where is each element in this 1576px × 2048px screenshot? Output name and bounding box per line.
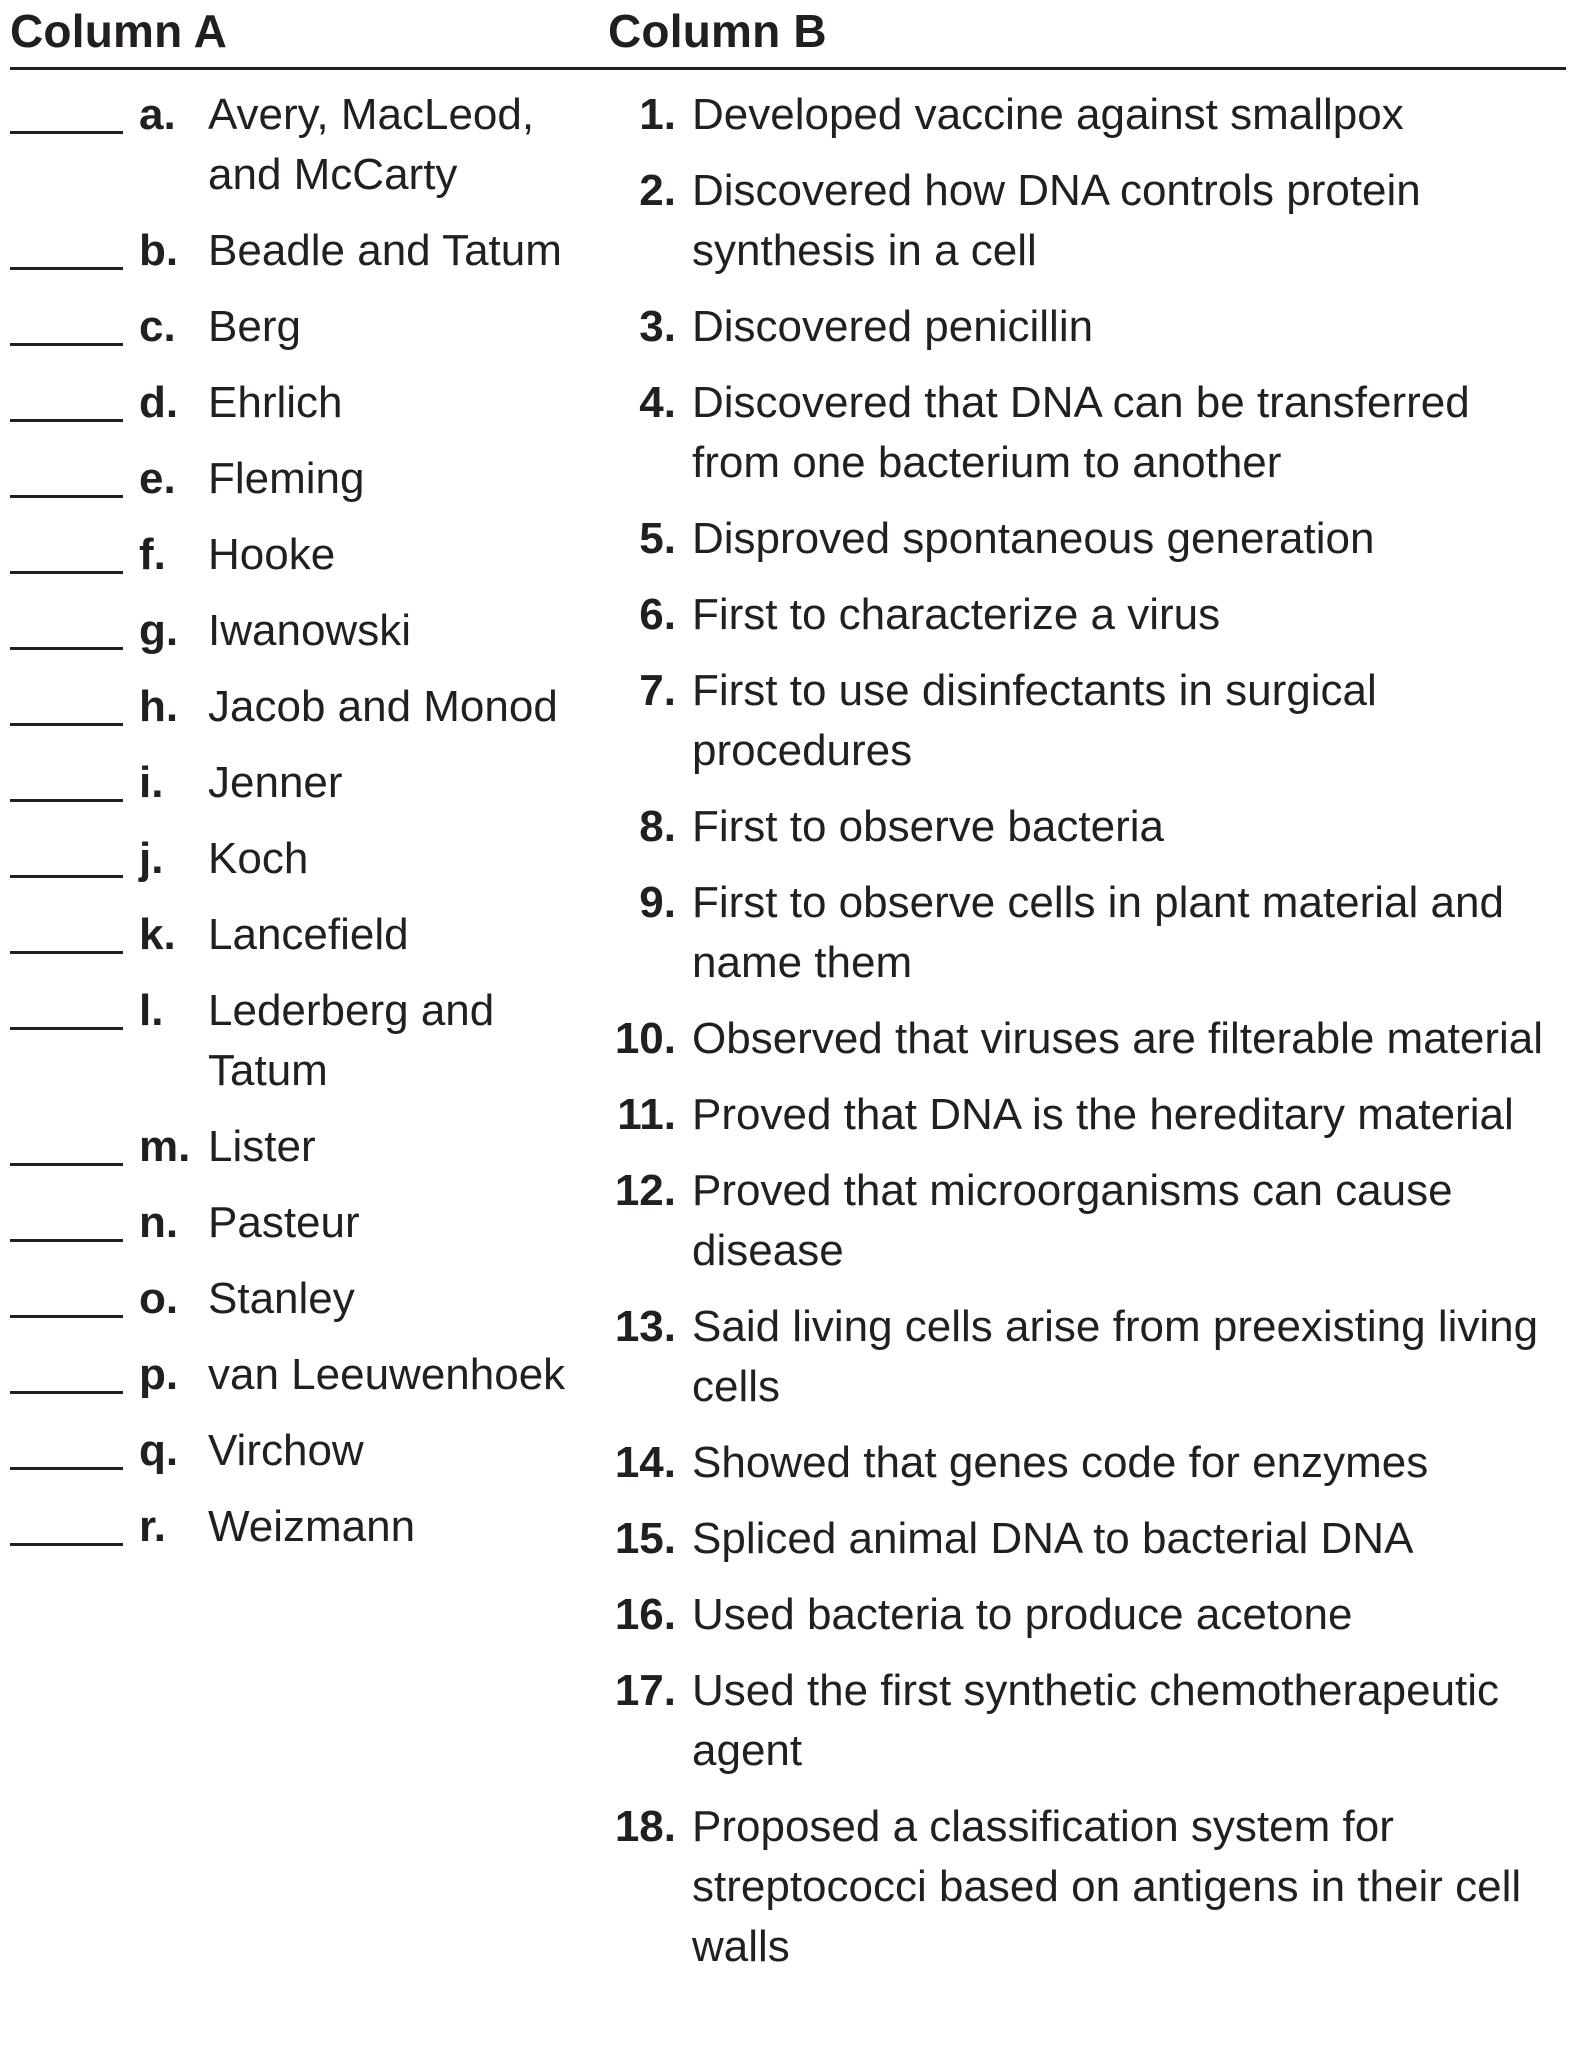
answer-blank[interactable] (10, 1269, 123, 1318)
scientist-name: van Leeuwenhoek (208, 1350, 566, 1399)
column-b-item (608, 1085, 1568, 1145)
item-number: 17. (614, 1666, 676, 1715)
item-letter: j. (139, 834, 164, 883)
item-letter: d. (139, 378, 179, 427)
column-b-item (608, 1797, 1568, 1977)
column-b-item (608, 509, 1568, 569)
answer-blank[interactable] (10, 373, 123, 422)
item-letter: m. (139, 1122, 191, 1171)
scientist-name: Ehrlich (208, 378, 343, 427)
answer-blank[interactable] (10, 829, 123, 878)
column-b-item (608, 1297, 1568, 1417)
item-number: 15. (614, 1514, 676, 1563)
answer-blank[interactable] (10, 1117, 123, 1166)
scientist-name: Lederberg and Tatum (208, 986, 495, 1095)
answer-blank[interactable] (10, 85, 123, 134)
column-b-item (608, 585, 1568, 645)
column-b-item (608, 161, 1568, 281)
answer-blank[interactable] (10, 753, 123, 802)
item-letter: b. (139, 226, 179, 275)
column-b-item (608, 1433, 1568, 1493)
item-description: First to observe bacteria (692, 802, 1164, 851)
column-b-item (608, 85, 1568, 145)
column-b-item (608, 873, 1568, 993)
item-description: Spliced animal DNA to bacterial DNA (692, 1514, 1414, 1563)
item-number: 13. (614, 1302, 676, 1351)
scientist-name: Stanley (208, 1274, 355, 1323)
column-a-item (10, 753, 570, 813)
item-description: Used the first synthetic chemotherapeutic agent (692, 1666, 1500, 1775)
answer-blank[interactable] (10, 1421, 123, 1470)
column-a-item (10, 297, 570, 357)
item-number: 11. (617, 1090, 676, 1139)
item-number: 14. (614, 1438, 676, 1487)
item-number: 1. (639, 90, 676, 139)
item-number: 4. (639, 378, 676, 427)
scientist-name: Hooke (208, 530, 336, 579)
item-description: Proved that DNA is the hereditary material (692, 1090, 1514, 1139)
column-a-item (10, 1421, 570, 1481)
item-number: 12. (614, 1166, 676, 1215)
scientist-name: Jenner (208, 758, 343, 807)
item-description: Said living cells arise from preexisting living cells (692, 1302, 1539, 1411)
item-letter: a. (139, 90, 176, 139)
column-b-item (608, 1009, 1568, 1069)
item-description: Developed vaccine against smallpox (692, 90, 1404, 139)
answer-blank[interactable] (10, 1345, 123, 1394)
item-letter: r. (139, 1502, 166, 1551)
column-a-item (10, 85, 570, 205)
column-b-list (608, 85, 1568, 1993)
answer-blank[interactable] (10, 221, 123, 270)
column-a-item (10, 1269, 570, 1329)
column-b-item (608, 797, 1568, 857)
column-a-list (10, 85, 570, 1573)
answer-blank[interactable] (10, 905, 123, 954)
item-letter: f. (139, 530, 166, 579)
item-description: Discovered how DNA controls protein synthesis in a cell (692, 166, 1421, 275)
item-description: Showed that genes code for enzymes (692, 1438, 1429, 1487)
column-a-item (10, 1497, 570, 1557)
column-b-item (608, 661, 1568, 781)
column-a-item (10, 981, 570, 1101)
answer-blank[interactable] (10, 1193, 123, 1242)
column-a-item (10, 449, 570, 509)
column-a-item (10, 905, 570, 965)
item-number: 3. (639, 302, 676, 351)
item-number: 10. (614, 1014, 676, 1063)
column-a-item (10, 677, 570, 737)
item-letter: e. (139, 454, 176, 503)
column-a-item (10, 601, 570, 661)
answer-blank[interactable] (10, 601, 123, 650)
item-number: 18. (614, 1802, 676, 1851)
answer-blank[interactable] (10, 677, 123, 726)
item-description: Used bacteria to produce acetone (692, 1590, 1353, 1639)
scientist-name: Virchow (208, 1426, 364, 1475)
item-letter: k. (139, 910, 176, 959)
scientist-name: Fleming (208, 454, 365, 503)
item-number: 2. (639, 166, 676, 215)
item-description: First to use disinfectants in surgical procedures (692, 666, 1377, 775)
item-description: Discovered penicillin (692, 302, 1094, 351)
answer-blank[interactable] (10, 525, 123, 574)
column-b-item (608, 373, 1568, 493)
item-number: 8. (639, 802, 676, 851)
item-letter: n. (139, 1198, 179, 1247)
scientist-name: Jacob and Monod (208, 682, 558, 731)
column-b-item (608, 297, 1568, 357)
column-a-item (10, 525, 570, 585)
column-b-item (608, 1585, 1568, 1645)
scientist-name: Iwanowski (208, 606, 411, 655)
item-letter: o. (139, 1274, 179, 1323)
column-a-item (10, 1193, 570, 1253)
item-letter: g. (139, 606, 179, 655)
column-b-header: Column B (608, 5, 827, 57)
item-description: Disproved spontaneous generation (692, 514, 1375, 563)
scientist-name: Lancefield (208, 910, 409, 959)
scientist-name: Berg (208, 302, 301, 351)
item-number: 16. (614, 1590, 676, 1639)
item-letter: l. (139, 986, 164, 1035)
column-a-item (10, 221, 570, 281)
item-letter: i. (139, 758, 164, 807)
item-letter: h. (139, 682, 179, 731)
scientist-name: Pasteur (208, 1198, 360, 1247)
scientist-name: Beadle and Tatum (208, 226, 562, 275)
column-a-item (10, 1117, 570, 1177)
item-number: 6. (639, 590, 676, 639)
scientist-name: Koch (208, 834, 309, 883)
column-a-item (10, 1345, 570, 1405)
item-description: Discovered that DNA can be transferred from one bacterium to another (692, 378, 1470, 487)
answer-blank[interactable] (10, 449, 123, 498)
scientist-name: Lister (208, 1122, 316, 1171)
item-letter: c. (139, 302, 176, 351)
item-letter: q. (139, 1426, 179, 1475)
header-rule (10, 67, 1566, 70)
answer-blank[interactable] (10, 981, 123, 1030)
item-description: Proved that microorganisms can cause disease (692, 1166, 1453, 1275)
answer-blank[interactable] (10, 1497, 123, 1546)
item-description: Proposed a classification system for streptococci based on antigens in their cell walls (692, 1802, 1522, 1971)
column-a-item (10, 829, 570, 889)
item-letter: p. (139, 1350, 179, 1399)
column-b-item (608, 1161, 1568, 1281)
answer-blank[interactable] (10, 297, 123, 346)
scientist-name: Avery, MacLeod, and McCarty (208, 90, 535, 199)
item-description: First to observe cells in plant material and name them (692, 878, 1504, 987)
item-description: First to characterize a virus (692, 590, 1221, 639)
scientist-name: Weizmann (208, 1502, 416, 1551)
column-a-item (10, 373, 570, 433)
item-number: 5. (639, 514, 676, 563)
column-a-header: Column A (10, 5, 228, 57)
column-b-item (608, 1509, 1568, 1569)
item-number: 9. (639, 878, 676, 927)
column-b-item (608, 1661, 1568, 1781)
item-description: Observed that viruses are filterable material (692, 1014, 1544, 1063)
item-number: 7. (639, 666, 676, 715)
